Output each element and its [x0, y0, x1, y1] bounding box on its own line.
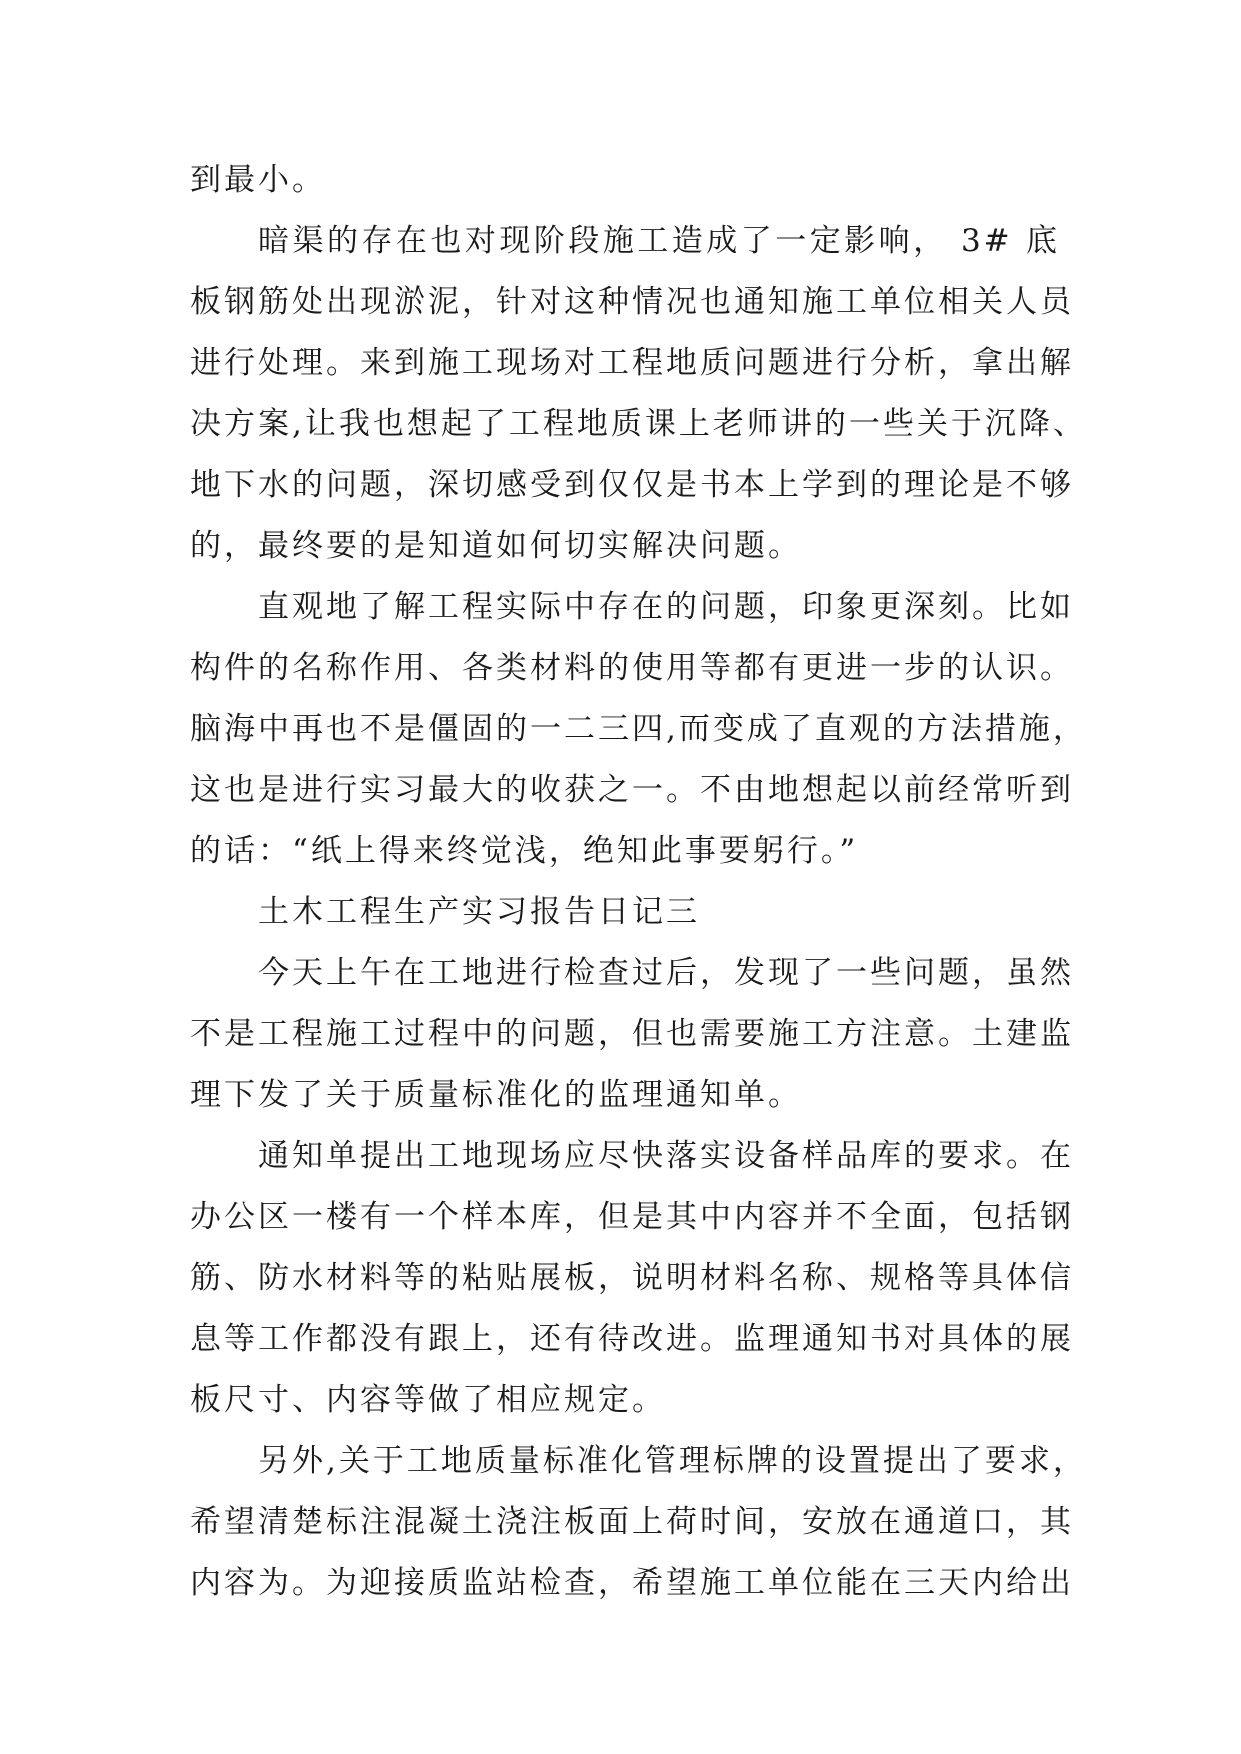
text-line: 的，最终要的是知道如何切实解决问题。	[190, 528, 802, 564]
text-line: 脑海中再也不是僵固的一二三四,而变成了直观的方法措施，	[190, 711, 1087, 747]
text-line: 的话：“纸上得来终觉浅，绝知此事要躬行。”	[190, 833, 859, 869]
text-line: 板钢筋处出现淤泥，针对这种情况也通知施工单位相关人员	[190, 284, 1074, 320]
text-line: 板尺寸、内容等做了相应规定。	[190, 1382, 666, 1418]
text-line: 不是工程施工过程中的问题，但也需要施工方注意。土建监	[190, 1016, 1074, 1052]
text-line: 筋、防水材料等的粘贴展板，说明材料名称、规格等具体信	[190, 1260, 1074, 1296]
text-line: 今天上午在工地进行检查过后，发现了一些问题，虽然	[258, 955, 1074, 991]
text-line: 决方案,让我也想起了工程地质课上老师讲的一些关于沉降、	[190, 406, 1087, 442]
text-line: 直观地了解工程实际中存在的问题，印象更深刻。比如	[258, 589, 1074, 625]
text-line: 暗渠的存在也对现阶段施工造成了一定影响， 3# 底	[258, 223, 1060, 259]
section-heading: 土木工程生产实习报告日记三	[258, 894, 700, 930]
body-text	[190, 150, 1087, 1614]
text-line: 地下水的问题，深切感受到仅仅是书本上学到的理论是不够	[190, 467, 1074, 503]
text-line: 通知单提出工地现场应尽快落实设备样品库的要求。在	[258, 1138, 1074, 1174]
text-line: 办公区一楼有一个样本库，但是其中内容并不全面，包括钢	[190, 1199, 1074, 1235]
text-line: 进行处理。来到施工现场对工程地质问题进行分析，拿出解	[190, 345, 1074, 381]
text-line: 构件的名称作用、各类材料的使用等都有更进一步的认识。	[190, 650, 1074, 686]
text-line: 内容为。为迎接质监站检查，希望施工单位能在三天内给出	[190, 1565, 1074, 1601]
text-line: 到最小。	[190, 162, 326, 198]
text-line: 这也是进行实习最大的收获之一。不由地想起以前经常听到	[190, 772, 1074, 808]
text-line: 希望清楚标注混凝土浇注板面上荷时间，安放在通道口，其	[190, 1504, 1074, 1540]
text-line: 另外,关于工地质量标准化管理标牌的设置提出了要求，	[258, 1443, 1087, 1479]
text-line: 息等工作都没有跟上，还有待改进。监理通知书对具体的展	[190, 1321, 1074, 1357]
text-line: 理下发了关于质量标准化的监理通知单。	[190, 1077, 802, 1113]
